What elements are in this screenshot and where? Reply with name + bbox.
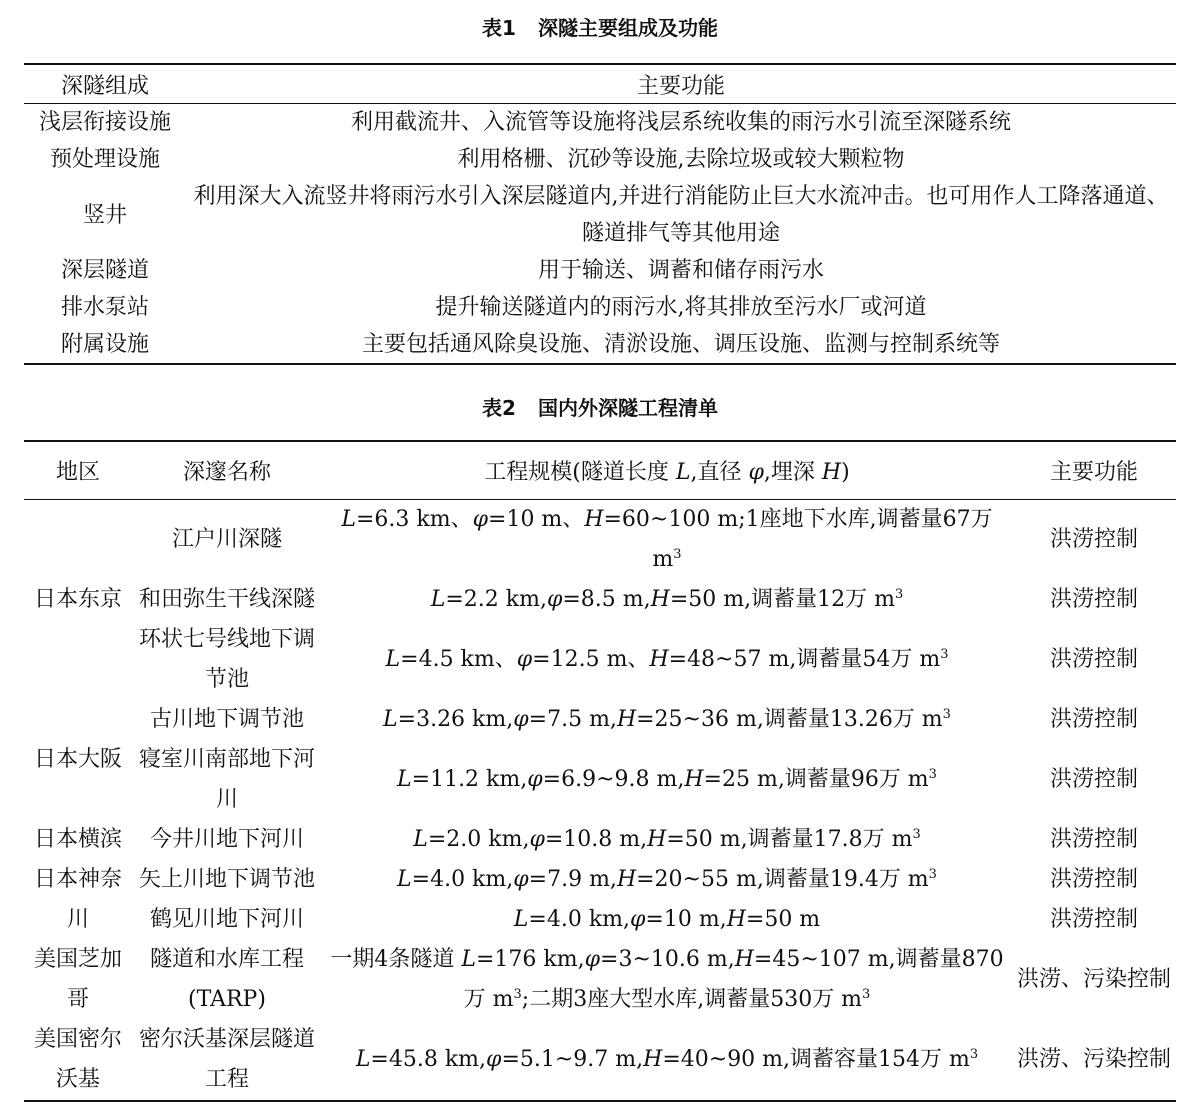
table1-header-function: 主要功能 — [636, 73, 725, 99]
table1-function: 用于输送、调蓄和储存雨污水 — [537, 258, 824, 283]
table2-scale: L=4.0 km,φ=10 m,H=50 m — [513, 907, 821, 932]
table2-row — [24, 580, 1176, 620]
table2-function: 洪涝、污染控制 — [1016, 967, 1171, 992]
table1-component: 浅层衔接设施 — [38, 110, 171, 135]
table2-function: 洪涝控制 — [1049, 827, 1138, 852]
table2-function: 洪涝控制 — [1049, 587, 1138, 612]
table2-project-name: 矢上川地下调节池 — [138, 867, 315, 892]
table2-project-name: 鹤见川地下河川 — [149, 907, 304, 932]
table2-row — [24, 740, 1176, 820]
table2-region: 美国密尔沃基 — [33, 1027, 122, 1092]
table2-scale: L=45.8 km,φ=5.1~9.7 m,H=40~90 m,调蓄容量154万 $m^3$ — [355, 1047, 979, 1072]
table2-region: 美国芝加哥 — [33, 947, 122, 1012]
table2-title: 国内外深隧工程清单 — [537, 396, 718, 420]
table2-project-name: 密尔沃基深层隧道工程 — [138, 1027, 315, 1092]
table2-scale: L=6.3 km、φ=10 m、H=60~100 m;1座地下水库,调蓄量67万 $m^3$ — [341, 507, 993, 572]
table2-row — [24, 500, 1176, 581]
table2-caption — [0, 394, 1200, 422]
table2-row — [24, 620, 1176, 700]
table2-function: 洪涝控制 — [1049, 527, 1138, 552]
table1-function: 利用格栅、沉砂等设施,去除垃圾或较大颗粒物 — [457, 147, 905, 172]
table2-project-name: 今井川地下河川 — [149, 827, 304, 852]
table2-region: 日本横滨 — [33, 827, 122, 852]
table2-row — [24, 900, 1176, 940]
table2-region: 日本东京 — [33, 587, 122, 612]
table2-header-region: 地区 — [55, 460, 100, 485]
table1-component: 竖井 — [82, 202, 127, 228]
table1-component: 附属设施 — [60, 332, 149, 357]
table2-project-name: 隧道和水库工程(TARP) — [149, 947, 304, 1012]
table2-function: 洪涝控制 — [1049, 867, 1138, 892]
table2-header-scale: 工程规模(隧道长度 L,直径 φ,埋深 H) — [484, 460, 850, 485]
table1-row — [24, 178, 1176, 252]
table2-function: 洪涝控制 — [1049, 767, 1138, 792]
table2-project-name: 环状七号线地下调节池 — [138, 627, 315, 692]
table2-scale: L=3.26 km,φ=7.5 m,H=25~36 m,调蓄量13.26万 $m^3$ — [383, 707, 951, 732]
table1-function: 提升输送隧道内的雨污水,将其排放至污水厂或河道 — [435, 295, 927, 320]
table2-project-name: 寝室川南部地下河川 — [138, 747, 315, 812]
table2-function: 洪涝控制 — [1049, 907, 1138, 932]
table2-function: 洪涝控制 — [1049, 707, 1138, 732]
table2-header-function: 主要功能 — [1049, 460, 1138, 485]
table2-scale: L=2.2 km,φ=8.5 m,H=50 m,调蓄量12万 $m^3$ — [430, 587, 904, 612]
table2-number: 表2 — [482, 396, 516, 420]
table2-scale: L=11.2 km,φ=6.9~9.8 m,H=25 m,调蓄量96万 $m^3$ — [397, 767, 937, 792]
table1-row — [24, 289, 1176, 326]
table2-region: 日本神奈川 — [33, 867, 122, 932]
table2-project-name: 古川地下调节池 — [149, 707, 304, 732]
table1-header-component: 深隧组成 — [60, 73, 149, 99]
table1-row — [24, 252, 1176, 289]
table1-title: 深隧主要组成及功能 — [537, 16, 718, 40]
table2 — [24, 440, 1176, 1102]
table2-row — [24, 940, 1176, 1020]
table2-row — [24, 860, 1176, 900]
table2-scale: L=4.5 km、φ=12.5 m、H=48~57 m,调蓄量54万 $m^3$ — [385, 647, 949, 672]
table1-header-row — [24, 64, 1176, 104]
table1 — [24, 63, 1176, 365]
table1-row — [24, 104, 1176, 142]
table1-component: 预处理设施 — [49, 147, 160, 172]
table2-scale: L=4.0 km,φ=7.9 m,H=20~55 m,调蓄量19.4万 $m^3$ — [397, 867, 937, 892]
table2-function: 洪涝控制 — [1049, 647, 1138, 672]
table2-header-name: 深邃名称 — [182, 460, 271, 485]
table2-project-name: 江户川深隧 — [171, 527, 282, 552]
table2-region: 日本大阪 — [33, 747, 122, 772]
table1-row — [24, 326, 1176, 364]
table1-function: 利用截流井、入流管等设施将浅层系统收集的雨污水引流至深隧系统 — [350, 110, 1011, 135]
table1-function: 主要包括通风除臭设施、清淤设施、调压设施、监测与控制系统等 — [361, 332, 1000, 357]
table1-number: 表1 — [482, 16, 516, 40]
table2-row — [24, 820, 1176, 860]
table2-function: 洪涝、污染控制 — [1016, 1047, 1171, 1072]
table1-caption — [0, 14, 1200, 42]
table1-component: 深层隧道 — [60, 258, 149, 283]
table2-header-row — [24, 441, 1176, 500]
table1-row — [24, 141, 1176, 178]
table1-component: 排水泵站 — [60, 295, 149, 320]
table2-project-name: 和田弥生干线深隧 — [138, 587, 315, 612]
table2-row — [24, 700, 1176, 740]
table1-function: 利用深大入流竖井将雨污水引入深层隧道内,并进行消能防止巨大水流冲击。也可用作人工降落通道、隧道排气等其他用途 — [193, 184, 1169, 246]
table2-scale: L=2.0 km,φ=10.8 m,H=50 m,调蓄量17.8万 $m^3$ — [413, 827, 921, 852]
table2-scale: 一期4条隧道 L=176 km,φ=3~10.6 m,H=45~107 m,调蓄量870万 $m^3$;二期3座大型水库,调蓄量530万 $m^3$ — [330, 947, 1004, 1012]
